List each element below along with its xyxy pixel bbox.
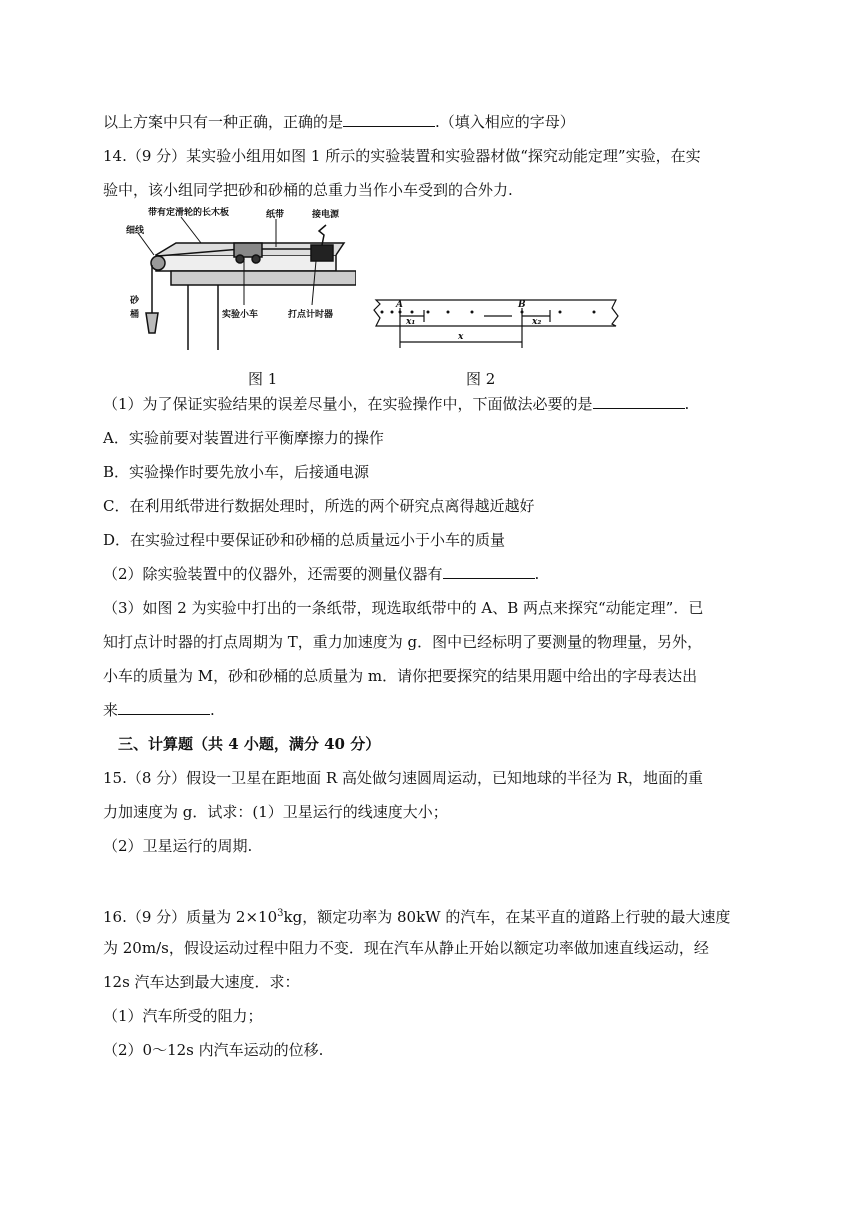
option-d: D．在实验过程中要保证砂和砂桶的总质量远小于小车的质量 (103, 531, 506, 549)
q14-line-1: 14.（9 分）某实验小组用如图 1 所示的实验装置和实验器材做“探究动能定理”实验，在实 (103, 147, 701, 165)
text: .（填入相应的字母） (435, 113, 575, 131)
q14-sub3-line-4 (103, 700, 215, 720)
q16-line-2: 为 20m/s，假设运动过程中阻力不变．现在汽车从静止开始以额定功率做加速直线运动，经 (103, 939, 709, 957)
section-heading: 三、计算题（共 4 小题，满分 40 分） (118, 735, 381, 753)
label-board: 带有定滑轮的长木板 (148, 208, 230, 218)
q15-line-3: （2）卫星运行的周期. (103, 837, 253, 855)
label-string: 细线 (126, 226, 145, 236)
q14-sub3-line-2: 知打点计时器的打点周期为 T，重力加速度为 g．图中已经标明了要测量的物理量，另外， (103, 633, 703, 651)
text: . (534, 565, 540, 583)
text: （2）除实验装置中的仪器外，还需要的测量仪器有 (103, 565, 443, 583)
text: （1）为了保证实验结果的误差尽量小，在实验操作中，下面做法必要的是 (103, 395, 593, 413)
figure-1-apparatus (126, 205, 356, 353)
text: 16.（9 分）质量为 2×10 (103, 908, 278, 926)
option-c: C．在利用纸带进行数据处理时，所选的两个研究点离得越近越好 (103, 497, 535, 515)
option-a: A．实验前要对装置进行平衡摩擦力的操作 (103, 429, 384, 447)
text: . (684, 395, 690, 413)
label-point-a: A (396, 300, 403, 310)
q15-line-2: 力加速度为 g．试求：(1）卫星运行的线速度大小； (103, 803, 448, 821)
label-x2: x₂ (532, 317, 542, 327)
label-x1: x₁ (406, 317, 416, 327)
q16-sub2: （2）0～12s 内汽车运动的位移. (103, 1041, 324, 1059)
figure-1-caption: 图 1 (248, 370, 278, 388)
superscript: 3 (277, 908, 284, 919)
q14-line-2: 验中，该小组同学把砂和砂桶的总重力当作小车受到的合外力. (103, 181, 513, 199)
q16-sub1: （1）汽车所受的阻力； (103, 1007, 263, 1025)
label-cart: 实验小车 (222, 310, 259, 320)
text: . (210, 701, 215, 719)
label-tape: 纸带 (266, 210, 285, 220)
label-power: 接电源 (312, 210, 340, 220)
option-b: B．实验操作时要先放小车，后接通电源 (103, 463, 370, 481)
label-x: x (458, 332, 464, 342)
label-timer: 打点计时器 (288, 310, 334, 320)
label-sand: 砂 (130, 296, 140, 306)
answer-blank[interactable] (593, 394, 685, 409)
figure-2-paper-tape (372, 296, 620, 352)
text: 来 (103, 701, 119, 719)
label-bucket: 桶 (130, 310, 140, 320)
figure-2-caption: 图 2 (466, 370, 496, 388)
text: 以上方案中只有一种正确，正确的是 (103, 113, 344, 131)
answer-blank[interactable] (343, 112, 435, 127)
label-point-b: B (518, 300, 526, 310)
answer-blank[interactable] (118, 700, 210, 715)
q14-sub3-line-3: 小车的质量为 M，砂和砂桶的总质量为 m．请你把要探究的结果用题中给出的字母表达出 (103, 667, 698, 685)
answer-blank[interactable] (443, 564, 535, 579)
line-answer-prompt (103, 112, 575, 132)
q15-line-1: 15.（8 分）假设一卫星在距地面 R 高处做匀速圆周运动，已知地球的半径为 R，地面的重 (103, 769, 704, 787)
q16-line-1 (103, 904, 730, 927)
text: kg，额定功率为 80kW 的汽车，在某平直的道路上行驶的最大速度 (283, 908, 731, 926)
q14-sub2 (103, 564, 539, 584)
q14-sub1 (103, 394, 689, 414)
q16-line-3: 12s 汽车达到最大速度．求： (103, 973, 300, 991)
q14-sub3-line-1: （3）如图 2 为实验中打出的一条纸带，现选取纸带中的 A、B 两点来探究“动能定理”．已 (103, 599, 704, 617)
